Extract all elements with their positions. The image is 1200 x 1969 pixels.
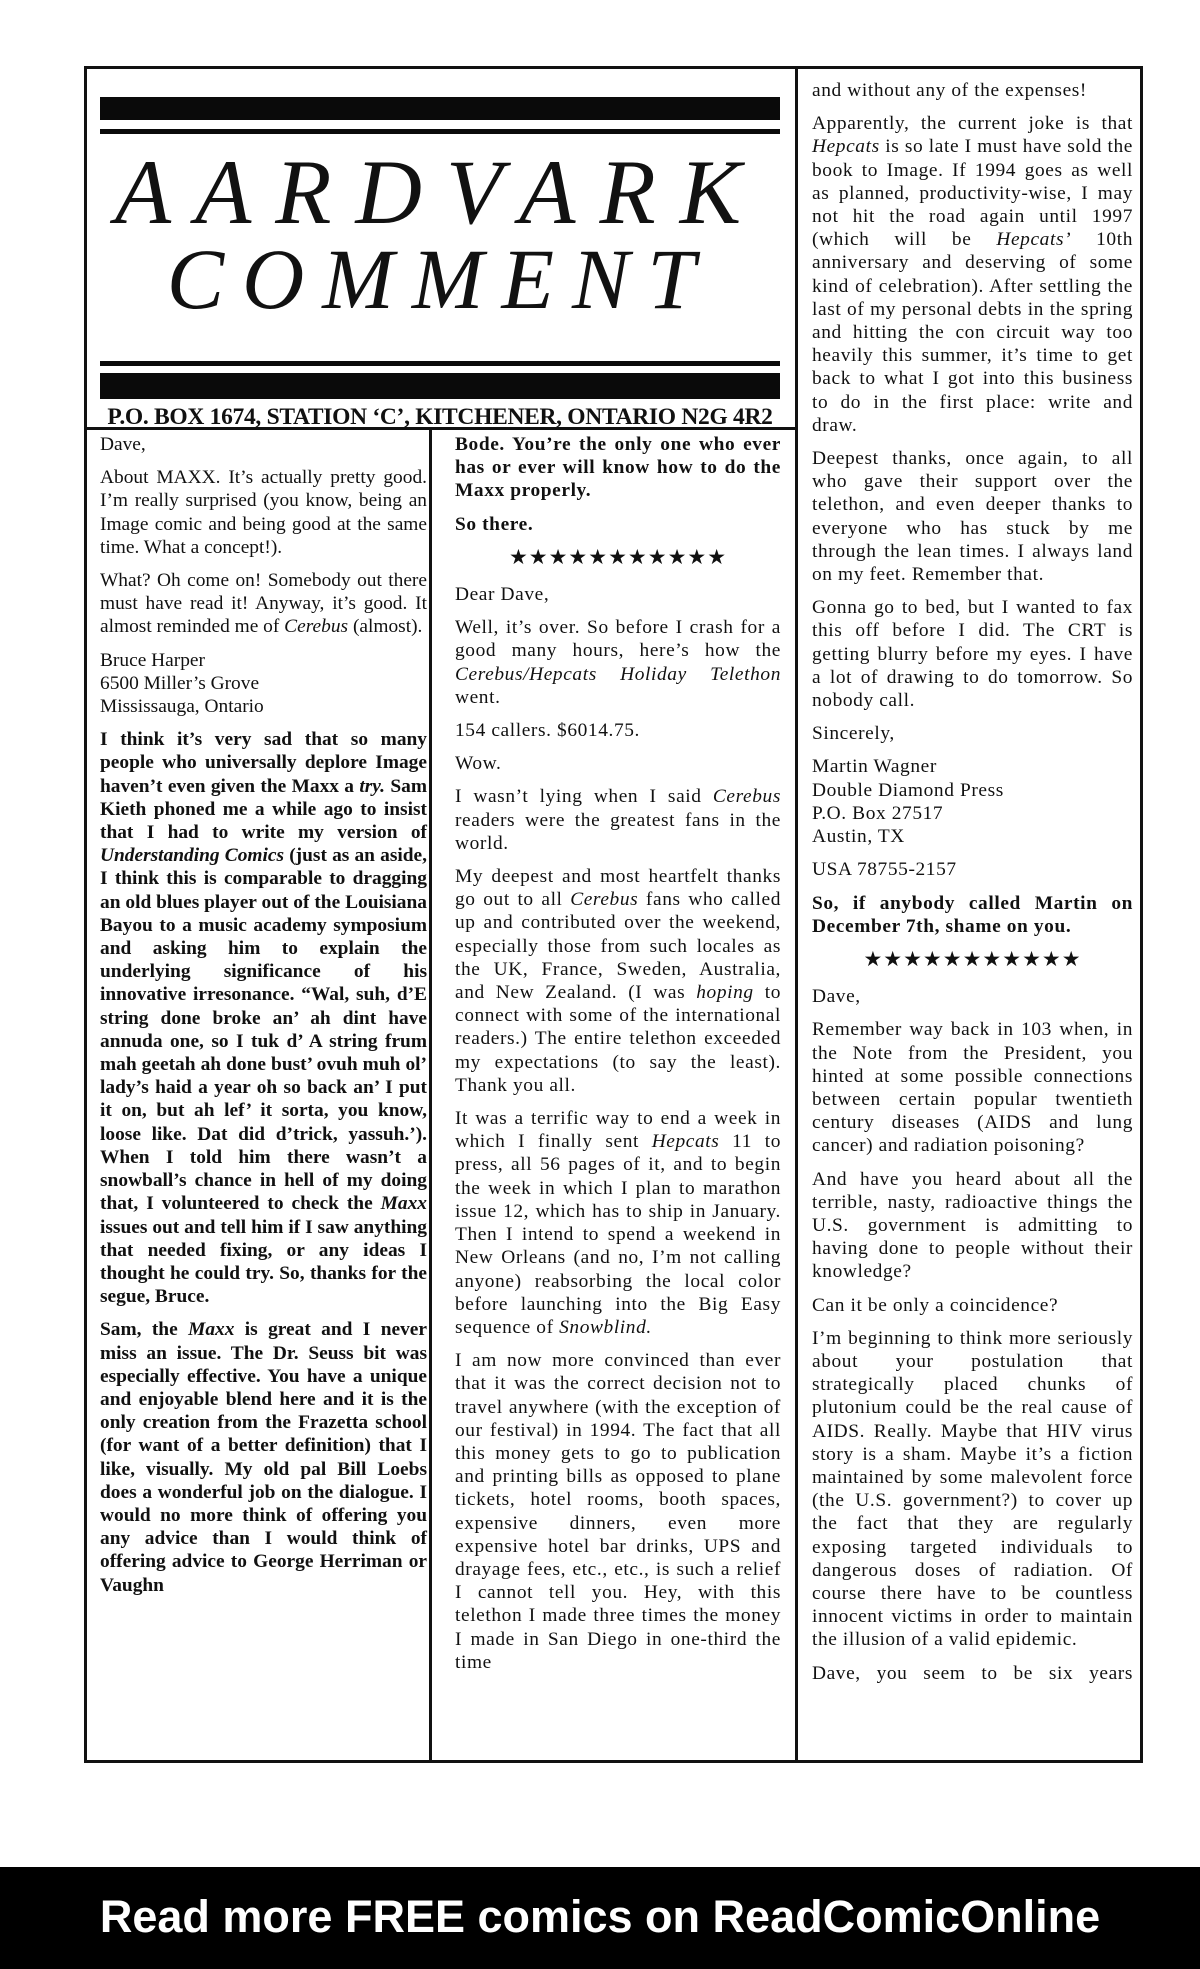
letter-paragraph [455,433,781,503]
italic-title-text: Snowblind. [559,1316,652,1338]
italic-title-text: Hepcats [651,1131,720,1153]
letter-paragraph [812,755,1133,848]
paragraph-text: (just as an aside, I think this is comparable to dragging an old blues player out of the Louisiana Bayou to a music academy symposium and asking him to explain the underlying significance of his innovative irresonance. “Wal, suh, d’E string done broke an’ ah dint have annuda one, so I tuk d’ A string frum mah geetah ah done bust’ ovuh muh ol’ lady’s haid a year oh so back an’ I put it on, but ah lef’ it sorta, you know, loose like. Dat did d’trick, yassuh.’). When I told him there wasn’t a snowball’s chance in hell of my doing that, I volunteered to check the [100,845,427,1215]
letter-paragraph [455,719,781,742]
masthead [84,66,796,428]
letter-paragraph [812,858,1133,881]
paragraph-text: Bode. You’re the only one who ever has or ever will know how to do the Maxx properly. [455,434,781,502]
paragraph-text: Austin, TX [812,826,905,848]
paragraph-text: What? Oh come on! Somebody out there must have read it! Anyway, it’s good. It almost reminded me of [100,570,427,638]
letter-paragraph [812,1294,1133,1317]
letter-paragraph [455,865,781,1097]
letter-paragraph [812,596,1133,712]
paragraph-text: My deepest and most heartfelt thanks go out to all [455,866,781,911]
masthead-bar-thick-bottom [100,373,780,399]
paragraph-text: I am now more convinced than ever that it was the correct decision not to travel anywhere (with the exception of our festival) in 1994. The fact that all this money gets to go to publication and printing bills as opposed to plane tickets, hotel rooms, booth spaces, expensive dinners, even more expensive hotel bar drinks, UPS and drayage fees, etc., etc., is such a relief I cannot tell you. Hey, with this telethon I made three times the money I made in San Diego in one-third the time [455,1350,781,1673]
paragraph-text: 11 to press, all 56 pages of it, and to begin the week in which I plan to marathon issue 12, which has to ship in January. Then I intend to spend a weekend in New Orleans (and no, I’m not calling anyone) reabsorbing the local color before launching into the Big Easy sequence of [455,1131,781,1338]
paragraph-text: Dave, you seem to be six years [812,1662,1133,1684]
paragraph-text: USA 78755-2157 [812,859,957,881]
paragraph-text: About MAXX. It’s actually pretty good. I’m really surprised (you know, being an Image comic and being good at the same time. What a concept!). [100,467,427,558]
paragraph-text: is great and I never miss an issue. The Dr. Seuss bit was especially effective. You have a unique and enjoyable blend here and it is the only creation from the Frazetta school (for want of a better definition) that I like, visually. My old pal Bill Loebs does a wonderful job on the dialogue. I would no more think of offering you any advice than I would think of offering advice to George Herriman or Vaughn [100,1319,427,1596]
paragraph-text: Dave, [100,434,146,455]
masthead-title-line1: AARDVARK [114,141,766,243]
letter-paragraph [100,1318,427,1596]
paragraph-text: Gonna go to bed, but I wanted to fax this off before I did. The CRT is getting blurry before my eyes. I have a lot of drawing to do tomorrow. So nobody call. [812,597,1133,712]
paragraph-text: I wasn’t lying when I said [455,786,713,808]
paragraph-text: Dear Dave, [455,584,550,606]
letter-paragraph [455,513,781,536]
paragraph-text: Sincerely, [812,723,895,745]
paragraph-text: is so late I must have sold the book to Image. If 1994 goes as well as planned, productivity-wise, I may not hit the road again until 1997 (which will be [812,136,1133,251]
paragraph-text: ★★★★★★★★★★★ [863,946,1082,971]
letter-paragraph [455,752,781,775]
letter-paragraph [100,433,427,456]
paragraph-text: to connect with some of the international readers.) The entire telethon exceeded my expectations (to say the least). Thank you all. [455,982,781,1096]
paragraph-text: went. [455,686,501,708]
letter-paragraph [812,447,1133,586]
letters-column-2 [455,433,781,1684]
paragraph-text: P.O. Box 27517 [812,802,944,824]
letter-paragraph [455,583,781,606]
mailing-address: P.O. BOX 1674, STATION ‘C’, KITCHENER, ONTARIO N2G 4R2 [107,404,773,430]
paragraph-text: issues out and tell him if I saw anything that needed fixing, or any ideas I thought he could try. So, thanks for the segue, Bruce. [100,1216,427,1308]
masthead-bar-thin-bottom [100,361,780,366]
masthead-bar-thick-top [100,97,780,120]
paragraph-text: It was a terrific way to end a week in which I finally sent [455,1108,781,1153]
paragraph-text: 10th anniversary and deserving of some kind of celebration). After settling the last of my personal debts in the spring and hitting the con circuit way too heavily this summer, it’s time to get back to what I got into this business to do in the first place: write and draw. [812,229,1133,436]
paragraph-text: Sam, the [100,1319,189,1341]
paragraph-text: Sam Kieth phoned me a while ago to insist that I had to write my version of [100,775,428,844]
paragraph-text: (almost). [348,616,423,638]
paragraph-text: Apparently, the current joke is that [812,113,1133,135]
column-divider-left [429,427,432,1760]
promo-banner[interactable]: Read more FREE comics on ReadComicOnline [0,1867,1200,1969]
italic-title-text: Cerebus [570,889,639,911]
paragraph-text: I’m beginning to think more seriously about your postulation that strategically placed chunks of plutonium could be the real cause of AIDS. Really. Maybe that HIV virus story is a sham. Maybe it’s a fiction maintained by some malevolent force (the U.S. government?) to cover up the fact that they are regularly exposing targeted individuals to dangerous doses of radiation. Of course there have to be countless innocent victims in order to maintain the illusion of a valid epidemic. [812,1327,1133,1651]
section-separator-stars [812,948,1133,971]
letter-paragraph [812,79,1133,102]
letter-paragraph [812,112,1133,437]
paragraph-text: fans who called up and contributed over the weekend, especially those from such locales as the UK, France, Sweden, Australia, and New Zealand. (I was [455,889,781,1004]
letter-paragraph [455,1349,781,1674]
italic-title-text: try. [359,775,386,797]
italic-title-text: Maxx [188,1319,235,1341]
italic-title-text: Cerebus/Hepcats Holiday Telethon [455,663,781,685]
letter-paragraph [812,1327,1133,1652]
paragraph-text: Bruce Harper [100,649,205,671]
paragraph-text: readers were the greatest fans in the world. [455,809,781,854]
masthead-bar-thin-top [100,129,780,134]
italic-title-text: Understanding Comics [100,845,285,867]
paragraph-text: I think it’s very sad that so many people who universally deplore Image haven’t even given the Maxx a [100,729,427,797]
section-separator-stars [455,546,781,569]
italic-title-text: Cerebus [712,786,781,808]
paragraph-text: Well, it’s over. So before I crash for a good many hours, here’s how the [455,617,781,662]
letter-paragraph [455,1107,781,1339]
letter-paragraph [812,1662,1133,1685]
paragraph-text: Wow. [455,753,502,775]
letter-paragraph [812,722,1133,745]
italic-title-text: hoping [696,982,754,1004]
paragraph-text: And have you heard about all the terrible, nasty, radioactive things the U.S. government is admitting to having done to people without their knowledge? [812,1168,1133,1283]
italic-title-text: Cerebus [284,616,349,638]
paragraph-text: Mississauga, Ontario [100,696,264,718]
paragraph-text: Martin Wagner [812,756,937,778]
italic-title-text: Maxx [380,1193,427,1215]
letters-column-1 [100,433,427,1607]
letters-column-3 [812,79,1133,1695]
italic-title-text: Hepcats’ [996,229,1072,251]
letter-paragraph [812,892,1133,938]
letter-paragraph [455,785,781,855]
paragraph-text: Remember way back in 103 when, in the Note from the President, you hinted at some possible connections between certain popular twentieth century diseases (AIDS and lung cancer) and radiation poisoning? [812,1019,1133,1157]
letter-paragraph [100,466,427,559]
paragraph-text: So, if anybody called Martin on December 7th, shame on you. [812,892,1133,937]
letter-paragraph [100,649,427,719]
letter-paragraph [812,1168,1133,1284]
paragraph-text: 154 callers. $6014.75. [455,720,640,742]
letter-paragraph [455,616,781,709]
paragraph-text: Dave, [812,986,861,1008]
paragraph-text: So there. [455,513,534,535]
paragraph-text: Double Diamond Press [812,779,1004,801]
paragraph-text: ★★★★★★★★★★★ [508,544,728,569]
letter-paragraph [812,1018,1133,1157]
paragraph-text: and without any of the expenses! [812,80,1087,101]
paragraph-text: Deepest thanks, once again, to all who gave their support over the telethon, and even deeper thanks to everyone who has stuck by me through the lean times. I always land on my feet. Remember that. [812,448,1133,586]
letter-paragraph [100,569,427,639]
masthead-title-line2: COMMENT [166,231,714,327]
letter-paragraph [812,985,1133,1008]
paragraph-text: Can it be only a coincidence? [812,1294,1059,1316]
italic-title-text: Hepcats [812,136,880,158]
paragraph-text: 6500 Miller’s Grove [100,672,260,694]
letter-paragraph [100,728,427,1308]
